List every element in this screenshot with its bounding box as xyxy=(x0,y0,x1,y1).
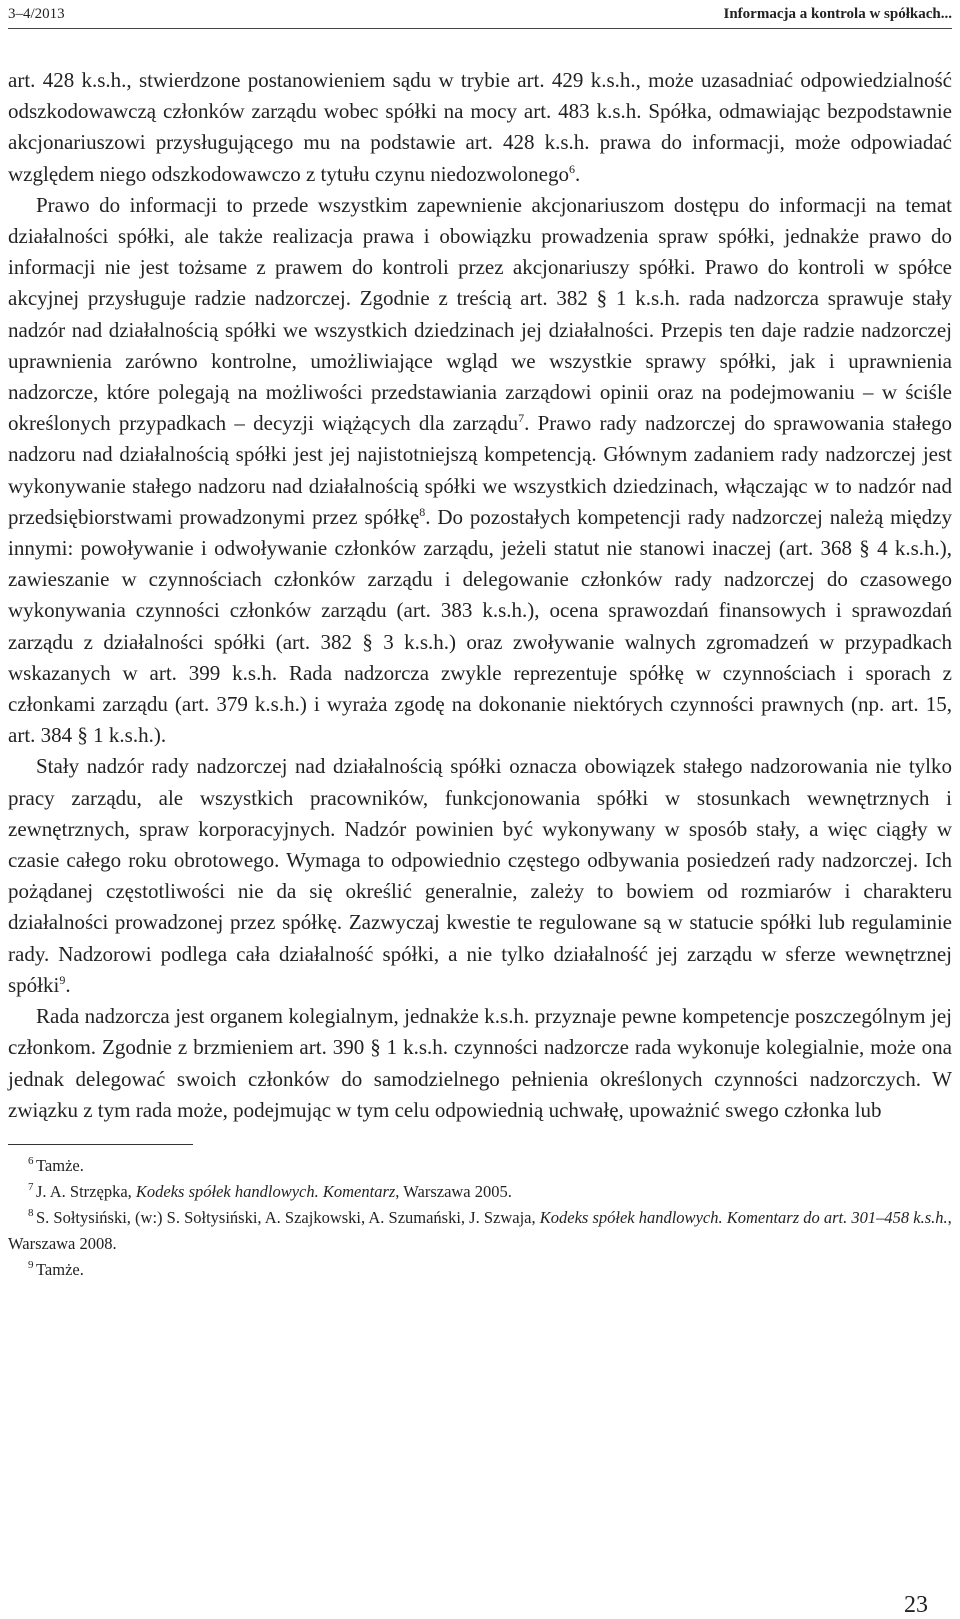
issue-label: 3–4/2013 xyxy=(8,6,65,22)
footnote-6: 6 Tamże. xyxy=(28,1155,84,1175)
footnote-ref-8[interactable]: 8 xyxy=(419,504,426,519)
running-title: Informacja a kontrola w spółkach... xyxy=(723,6,952,22)
footnote-7: 7 J. A. Strzępka, Kodeks spółek handlowych. Komentarz, Warszawa 2005. xyxy=(28,1181,512,1201)
paragraph-4: Rada nadzorcza jest organem kolegialnym, jednakże k.s.h. przyznaje pewne kompetencje poszczególnym jej członkom. Zgodnie z brzmieniem art. 390 § 1 k.s.h. czynności nadzorcze rada wykonuje kolegialnie, może ona jednak delegować swoich członków do samodzielnego pełnienia określonych czynności nadzorczych. W związku z tym rada może, podejmując w tym celu odpowiednią uchwałę, upoważnić swego członka lub xyxy=(8,1004,952,1122)
paragraph-2: Prawo do informacji to przede wszystkim zapewnienie akcjonariuszom dostępu do informacji na temat działalności spółki, ale także realizacja prawa i obowiązku prowadzenia spraw spółki, jednakże prawo do informacji nie jest tożsame z prawem do kontroli przez akcjonariuszy spółki. Prawo do kontroli w spółce akcyjnej przysługuje radzie nadzorczej. Zgodnie z treścią art. 382 § 1 k.s.h. rada nadzorcza sprawuje stały nadzór nad działalnością spółki we wszystkich dziedzinach jej działalności. Przepis ten daje radzie nadzorczej uprawnienia zarówno kontrolne, umożliwiające wgląd we wszystkie sprawy spółki, jak i uprawnienia nadzorcze, które polegają na możliwości przedstawiania zarządowi opinii oraz na podejmowaniu – w ściśle określonych przypadkach – decyzji wiążących dla zarządu$^7$. Prawo rady nadzorczej do sprawowania stałego nadzoru nad działalnością spółki jest jej najistotniejszą kompetencją. Głównym zadaniem rady nadzorczej jest wykonywanie stałego nadzoru nad działalnością spółki we wszystkich dziedzinach, włączając w to nadzór nad przedsiębiorstwami prowadzonymi przez spółkę$^8$. Do pozostałych kompetencji rady nadzorczej należą między innymi: powoływanie i odwoływanie członków zarządu, jeżeli statut nie stanowi inaczej (art. 368 § 4 k.s.h.), zawieszanie w czynnościach członków zarządu i delegowanie członków rady nadzorczej do czasowego wykonywania czynności członków zarządu (art. 383 k.s.h.), ocena sprawozdań finansowych i sprawozdań zarządu z działalności spółki (art. 382 § 3 k.s.h.) oraz zwoływanie walnych zgromadzeń w przypadkach wskazanych w art. 399 k.s.h. Rada nadzorcza zwykle reprezentuje spółkę w czynnościach i sporach z członkami zarządu (art. 379 k.s.h.) i wyraża zgodę na dokonanie niektórych czynności prawnych (np. art. 15, art. 384 § 1 k.s.h.). xyxy=(8,192,952,748)
footnotes xyxy=(8,1153,952,1283)
footnote-9: 9 Tamże. xyxy=(28,1259,84,1279)
running-header xyxy=(8,4,952,29)
footnote-ref-7[interactable]: 7 xyxy=(518,411,525,426)
page-number: 23 xyxy=(904,1592,928,1618)
body-text xyxy=(8,65,952,1126)
paragraph-3: Stały nadzór rady nadzorczej nad działalnością spółki oznacza obowiązek stałego nadzorowania nie tylko pracy zarządu, ale wszystkich pracowników, funkcjonowania spółki w stosunkach wewnętrznych i zewnętrznych, spraw korporacyjnych. Nadzór powinien być wykonywany w sposób stały, a więc ciągły w czasie całego roku obrotowego. Wymaga to odpowiednio częstego odbywania posiedzeń rady nadzorczej. Ich pożądanej częstotliwości nie da się określić generalnie, zależy to bowiem od rozmiarów i charakteru działalności prowadzonej przez spółkę. Zazwyczaj kwestie te regulowane są w statucie spółki lub regulaminie rady. Nadzorowi podlega cała działalność spółki, a nie tylko działalność jej zarządu w sferze wewnętrznej spółki$^9$. xyxy=(8,754,952,997)
footnote-8: 8 S. Sołtysiński, (w:) S. Sołtysiński, A. Szajkowski, A. Szumański, J. Szwaja, Kodeks spółek handlowych. Komentarz do art. 301–458 k.s.h., Warszawa 2008. xyxy=(8,1207,952,1253)
paragraph-1: art. 428 k.s.h., stwierdzone postanowieniem sądu w trybie art. 429 k.s.h., może uzasadniać odpowiedzialność odszkodowawczą członków zarządu wobec spółki na mocy art. 483 k.s.h. Spółka, odmawiając bezpodstawnie akcjonariuszowi przysługującego mu na podstawie art. 428 k.s.h. prawa do informacji, może odpowiadać względem niego odszkodowawczo z tytułu czynu niedozwolonego$^6$. xyxy=(8,68,952,186)
footnote-divider xyxy=(8,1144,193,1145)
footnote-ref-9[interactable]: 9 xyxy=(59,972,66,987)
footnote-ref-6[interactable]: 6 xyxy=(569,161,576,176)
